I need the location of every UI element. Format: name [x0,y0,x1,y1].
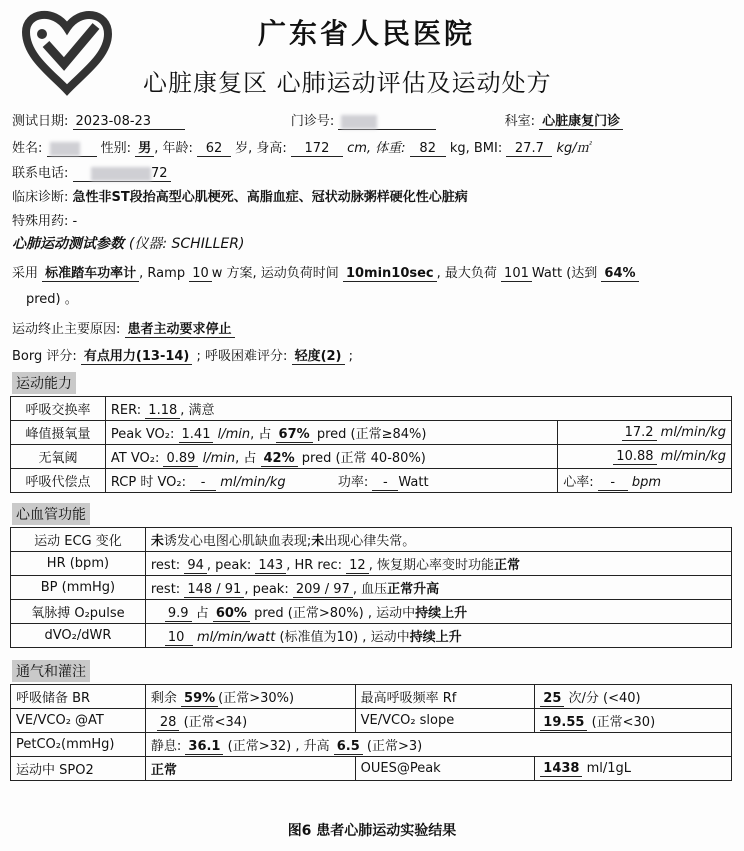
stop-reason: 患者主动要求停止 [125,322,235,338]
exercise-time: 10min10sec [343,266,437,282]
test-date: 2023-08-23 [73,114,185,130]
diagnosis: 急性非ST段抬高型心肌梗死、高脂血症、冠状动脉粥样硬化性心脏病 [72,190,468,205]
table-row: 呼吸交换率 RER: 1.18 , 满意 [11,397,732,421]
table-row: BP (mmHg) rest: 148 / 91 , peak: 209 / 97 , 血压正常升高 [11,576,732,600]
table-row: 无氧阈 AT VO₂: 0.89 l/min, 占 42% pred (正常 40-80%) 10.88 ml/min/kg [11,445,732,469]
table-row: 呼吸储备 BR 剩余 59% (正常>30%) 最高呼吸频率 Rf 25 次/分 (<40) [11,685,732,709]
department: 心脏康复门诊 [539,114,623,130]
section-ventilation: 通气和灌注 [12,660,90,682]
patient-row: 姓名: 性别: 男 , 年龄: 62 岁, 身高: 172 cm, 体重: 82 kg, BMI: 27.7 kg/㎡ [12,141,590,156]
report-page: 广东省人民医院 心脏康复区 心肺运动评估及运动处方 测试日期: 2023-08-23 门诊号: 科室: 心脏康复门诊 姓名: 性别: 男 , 年龄: 62 岁, 身高: 172 cm, 体重: 82 kg, BMI: 27.7 kg/㎡ 联系电话: 72 临床诊断: 急性非ST段抬高型心肌梗死、高脂血症、冠状动脉粥样硬化性心脏病 特殊用药: - 心肺运动测试参数 (仪器: SCHILLER) 采用 标准踏车功率计 , Ramp 10 w 方案, 运动负荷时间 10min10sec , 最大负荷 101 Watt (达到 64% pred) 。 运动终止主要原因: 患者主动要求停止 Borg 评分: 有点用力(13-14) ; 呼吸困难评分: 轻度(2) ; 运动能力 呼吸交换率 RER: 1.18 , 满意 峰值摄氧量 Peak VO₂: 1.41 l/min, 占 67% pred (正常≥84%) 17.2 ml/min/kg 无氧阈 AT VO₂: 0.89 l/min, 占 42% pred (正常 40-80%) 10.88 ml/min/kg 呼吸代偿点 RCP 时 VO₂: - ml/min/kg 功率: - Watt 心率: - bpm 心血管功能 运动 ECG 变化 未诱发心电图心肌缺血表现;未出现心律失常。 HR (bpm) rest: 94 , peak: 143 , HR rec: 12 , 恢复期心率变时功能正常 BP (mmHg) rest: 148 / 91 , peak: 209 / 97 , 血压正常升高 氧脉搏 O₂pulse 9.9 占 60% pred (正常>80%) , 运动中持续上升 dVO₂/dWR 10 ml/min/watt (标准值为10) , 运动中持续上升 通气和灌注 呼吸储备 BR 剩余 59% (正常>30%) 最高呼吸频率 Rf 25 次/分 (<40) VE/VCO₂ @AT 28 (正常<34) VE/VCO₂ slope 19.55 (正常<30) PetCO₂(mmHg) 静息: 36.1 (正常>32) , 升高 6.5 (正常>3) 运动中 SPO2 正常 OUES@Peak 1438 ml/1gL 图6 患者心肺运动实验结果 [0,0,744,851]
device: 标准踏车功率计 [42,266,139,282]
age: 62 [197,141,231,157]
max-load: 101 [501,266,532,282]
diagnosis-row: 临床诊断: 急性非ST段抬高型心肌梗死、高脂血症、冠状动脉粥样硬化性心脏病 [12,190,468,205]
hospital-logo-icon [12,4,122,96]
height: 172 [291,141,343,157]
section-capacity: 运动能力 [12,372,76,394]
report-subtitle: 心脏康复区 心肺运动评估及运动处方 [143,69,552,97]
table-row: 峰值摄氧量 Peak VO₂: 1.41 l/min, 占 67% pred (正常≥84%) 17.2 ml/min/kg [11,421,732,445]
dyspnea-score: 轻度(2) [292,349,345,365]
phone-row: 联系电话: 72 [12,162,171,182]
protocol-row: 采用 标准踏车功率计 , Ramp 10 w 方案, 运动负荷时间 10min10sec , 最大负荷 101 Watt (达到 64% [12,262,639,282]
bmi: 27.7 [506,141,552,157]
table-row: HR (bpm) rest: 94 , peak: 143 , HR rec: 12 , 恢复期心率变时功能正常 [11,552,732,576]
table-row: 氧脉搏 O₂pulse 9.9 占 60% pred (正常>80%) , 运动中持续上升 [11,600,732,624]
table-row: 运动 ECG 变化 未诱发心电图心肌缺血表现;未出现心律失常。 [11,528,732,552]
figure-caption: 图6 患者心肺运动实验结果 [287,823,457,839]
weight: 82 [410,141,446,157]
table-row: PetCO₂(mmHg) 静息: 36.1 (正常>32) , 升高 6.5 (正常>3) [11,733,732,757]
stop-reason-row: 运动终止主要原因: 患者主动要求停止 [12,318,235,338]
cardio-table [10,527,732,648]
borg-score: 有点用力(13-14) [81,349,192,365]
table-row: 呼吸代偿点 RCP 时 VO₂: - ml/min/kg 功率: - Watt 心率: - bpm [11,469,732,493]
borg-row: Borg 评分: 有点用力(13-14) ; 呼吸困难评分: 轻度(2) ; [12,349,354,364]
date-row: 测试日期: 2023-08-23 门诊号: 科室: 心脏康复门诊 [12,110,623,130]
table-row: dVO₂/dWR 10 ml/min/watt (标准值为10) , 运动中持续上升 [11,624,732,648]
table-row: VE/VCO₂ @AT 28 (正常<34) VE/VCO₂ slope 19.55 (正常<30) [11,709,732,733]
section-cardio: 心血管功能 [12,503,90,525]
drug-row: 特殊用药: - [12,214,78,229]
redacted-clinic-no [341,115,377,129]
table-row: 运动中 SPO2 正常 OUES@Peak 1438 ml/1gL [11,757,732,781]
hospital-name: 广东省人民医院 [258,17,476,50]
ventilation-table [10,684,732,781]
params-heading: 心肺运动测试参数 (仪器: SCHILLER) [12,236,245,252]
capacity-table [10,396,732,493]
